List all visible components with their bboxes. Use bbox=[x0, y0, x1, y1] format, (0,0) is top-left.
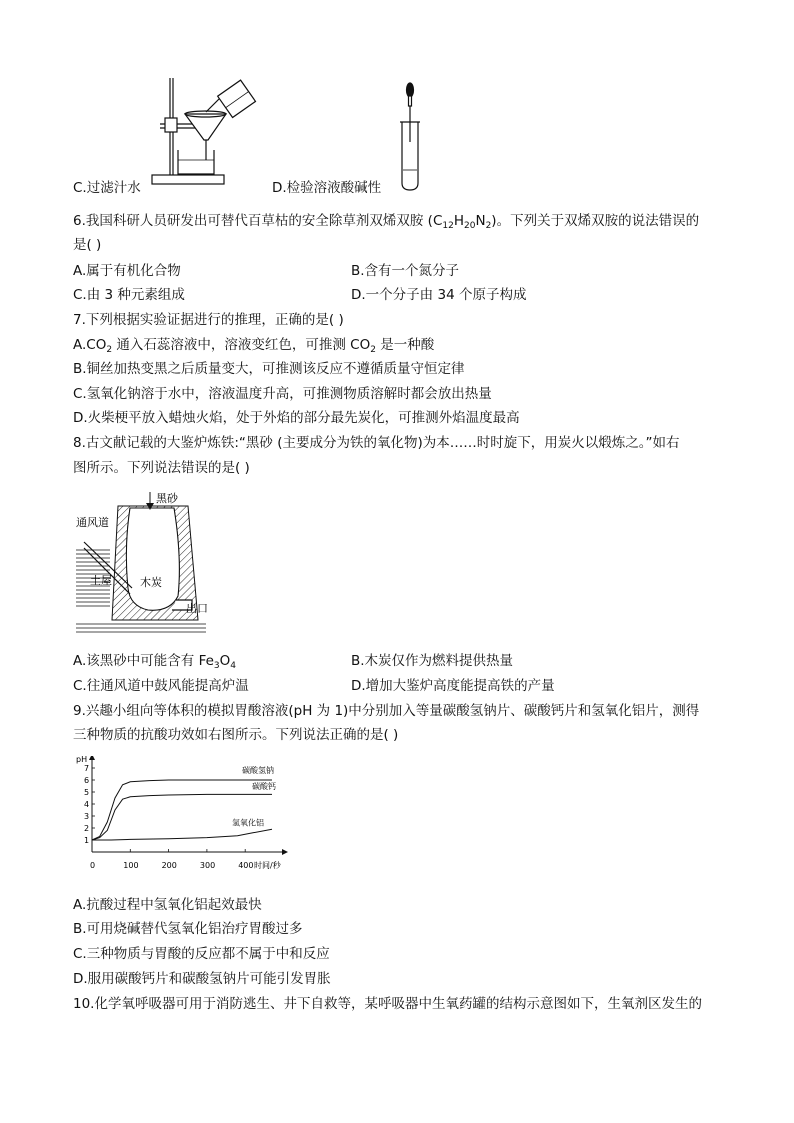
q6-option-c: C.由 3 种元素组成 bbox=[73, 287, 185, 303]
y-tick-label: 7 bbox=[84, 764, 90, 773]
x-tick-label: 0 bbox=[90, 861, 96, 870]
q8-option-b: B.木炭仅作为燃料提供热量 bbox=[351, 653, 514, 669]
series-line bbox=[92, 829, 272, 840]
q7-option-d: D.火柴梗平放入蜡烛火焰，处于外焰的部分最先炭化，可推测外焰温度最高 bbox=[73, 410, 520, 426]
x-tick-label: 300 bbox=[199, 861, 216, 870]
q6-formula: $C_{12}H_{20}N_2$ bbox=[432, 213, 492, 231]
q7-stem: 7.下列根据实验证据进行的推理，正确的是( ) bbox=[73, 312, 344, 328]
furnace-diagram bbox=[70, 488, 220, 636]
q9-stem-line2: 三种物质的抗酸功效如右图所示。下列说法正确的是( ) bbox=[73, 727, 399, 743]
q6-option-a: A.属于有机化合物 bbox=[73, 263, 181, 279]
q7-option-a: $A.CO_2$ 通入石蕊溶液中，溶液变红色，可推测 $CO_2$ 是一种酸 bbox=[73, 337, 435, 355]
top-figure bbox=[0, 0, 794, 200]
series-line bbox=[92, 794, 272, 840]
q6-option-b: B.含有一个氮分子 bbox=[351, 263, 460, 279]
q8-option-d: D.增加大鉴炉高度能提高铁的产量 bbox=[351, 678, 555, 694]
series-label: 氢氧化铝 bbox=[232, 818, 264, 828]
q8-option-c: C.往通风道中鼓风能提高炉温 bbox=[73, 678, 249, 694]
figure-label-d: D.检验溶液酸碱性 bbox=[272, 180, 382, 196]
fig-label-tuwu: 土屋 bbox=[90, 574, 112, 587]
fig-label-chukou: 出口 bbox=[186, 602, 208, 615]
y-axis-arrow bbox=[89, 756, 95, 760]
x-tick-label: 200 bbox=[161, 861, 177, 870]
x-tick-label: 400 bbox=[238, 861, 254, 870]
figure-label-c: C.过滤汁水 bbox=[73, 180, 141, 196]
fig-label-mutan: 木炭 bbox=[140, 576, 162, 589]
dropper-test-tube bbox=[400, 83, 420, 190]
q6-stem-line1: 6.我国科研人员研发出可替代百草枯的安全除草剂双烯双胺 $(C_{12}H_{20}N_2)$。下列关于双烯双胺的说法错误的 bbox=[73, 213, 700, 231]
fig-label-heisha: 黑砂 bbox=[156, 492, 178, 505]
q8-option-a: A.该黑砂中可能含有 $Fe_3O_4$ bbox=[73, 653, 237, 671]
q8-stem-line1: 8.古文献记载的大鉴炉炼铁:“黑砂 (主要成分为铁的氧化物)为本……时时旋下，用炭火以煅炼之。”如右 bbox=[73, 435, 680, 451]
y-tick-label: 5 bbox=[84, 788, 90, 797]
furnace-interior bbox=[126, 508, 179, 610]
x-axis-label: 时间/秒 bbox=[254, 861, 281, 870]
q9-option-d: D.服用碳酸钙片和碳酸氢钠片可能引发胃胀 bbox=[73, 971, 331, 987]
y-tick-label: 2 bbox=[84, 824, 90, 833]
ph-chart bbox=[68, 756, 298, 878]
y-axis-label: pH bbox=[76, 756, 88, 764]
y-tick-label: 3 bbox=[84, 812, 90, 821]
q7-option-b: B.铜丝加热变黑之后质量变大，可推测该反应不遵循质量守恒定律 bbox=[73, 361, 465, 377]
filtration-apparatus bbox=[152, 78, 255, 184]
series-label: 碳酸钙 bbox=[252, 782, 276, 791]
series-label: 碳酸氢钠 bbox=[242, 765, 274, 775]
series-line bbox=[92, 780, 272, 840]
y-tick-label: 6 bbox=[84, 776, 90, 785]
x-axis-arrow bbox=[282, 849, 288, 855]
y-tick-label: 1 bbox=[84, 836, 90, 845]
q9-option-a: A.抗酸过程中氢氧化铝起效最快 bbox=[73, 897, 262, 913]
q6-option-d: D.一个分子由 34 个原子构成 bbox=[351, 287, 527, 303]
q10-stem-line1: 10.化学氧呼吸器可用于消防逃生、井下自救等，某呼吸器中生氧药罐的结构示意图如下，生氧剂区发生的 bbox=[73, 996, 702, 1012]
y-tick-label: 4 bbox=[84, 800, 90, 809]
x-tick-label: 100 bbox=[123, 861, 139, 870]
q7-option-c: C.氢氧化钠溶于水中，溶液温度升高，可推测物质溶解时都会放出热量 bbox=[73, 386, 492, 402]
q8-stem-line2: 图所示。下列说法错误的是( ) bbox=[73, 460, 250, 476]
q9-option-b: B.可用烧碱替代氢氧化铝治疗胃酸过多 bbox=[73, 921, 303, 937]
q9-option-c: C.三种物质与胃酸的反应都不属于中和反应 bbox=[73, 946, 330, 962]
q9-stem-line1: 9.兴趣小组向等体积的模拟胃酸溶液(pH 为 1)中分别加入等量碳酸氢钠片、碳酸钙片和氢氧化铝片，测得 bbox=[73, 703, 700, 719]
q6-stem-line2: 是( ) bbox=[73, 237, 102, 253]
fig-label-tongfengdao: 通风道 bbox=[76, 516, 109, 529]
